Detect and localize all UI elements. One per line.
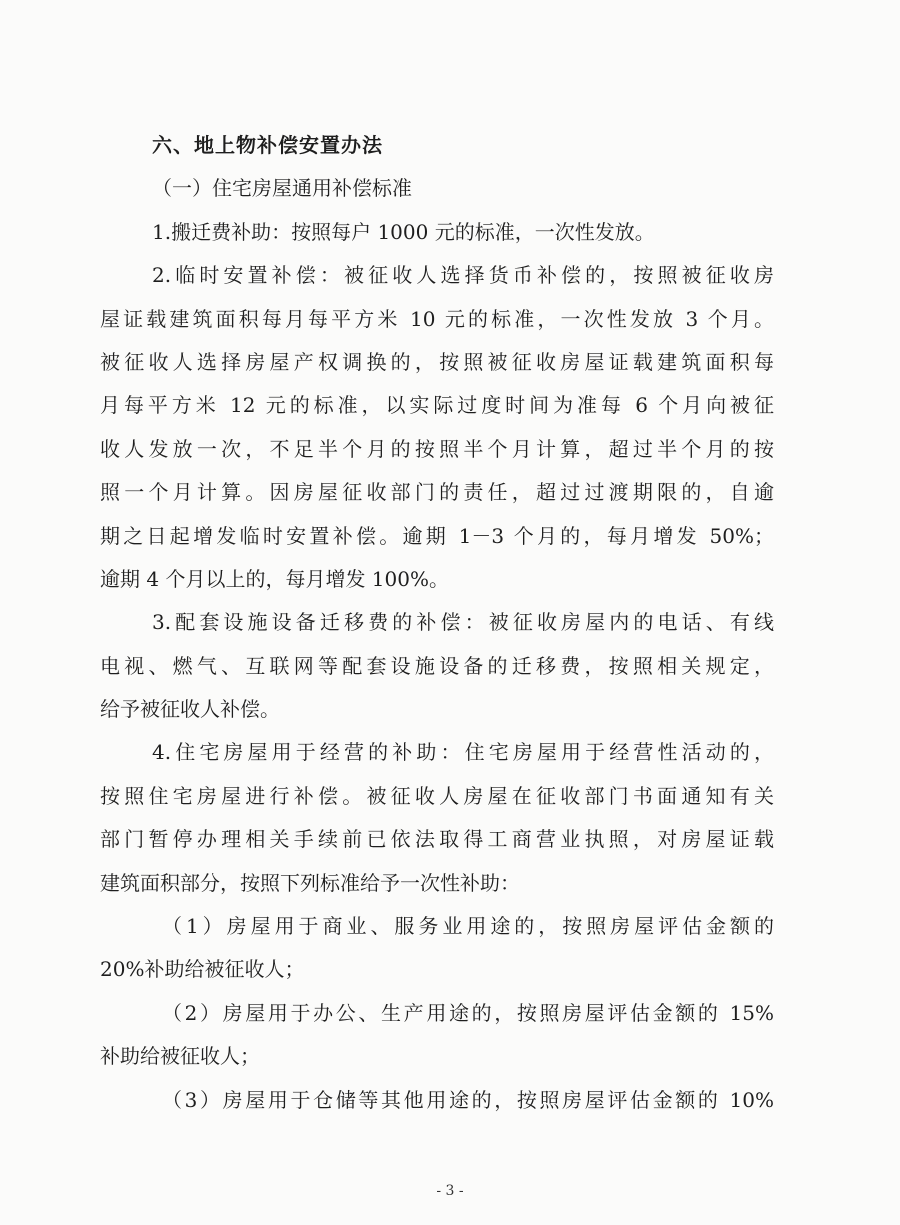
paragraph-line: 电视、燃气、互联网等配套设施设备的迁移费，按照相关规定， (100, 653, 774, 678)
paragraph-line: 4.住宅房屋用于经营的补助：住宅房屋用于经营性活动的， (152, 740, 774, 765)
subsection-heading: （一）住宅房屋通用补偿标准 (152, 176, 412, 201)
paragraph-line: 被征收人选择房屋产权调换的，按照被征收房屋证载建筑面积每 (100, 349, 774, 374)
paragraph-line: 2.临时安置补偿：被征收人选择货币补偿的，按照被征收房 (152, 263, 774, 288)
paragraph-line: 部门暂停办理相关手续前已依法取得工商营业执照，对房屋证载 (100, 827, 774, 852)
paragraph-line: 按照住宅房屋进行补偿。被征收人房屋在征收部门书面通知有关 (100, 783, 774, 808)
section-heading: 六、地上物补偿安置办法 (152, 133, 383, 157)
page-number: - 3 - (436, 1183, 464, 1199)
paragraph-line: 照一个月计算。因房屋征收部门的责任，超过过渡期限的，自逾 (100, 480, 774, 505)
list-item-line: （3）房屋用于仓储等其他用途的，按照房屋评估金额的 10% (162, 1087, 774, 1112)
document-body (100, 124, 774, 1122)
list-item-line: 补助给被征收人； (100, 1044, 260, 1069)
paragraph-line: 给予被征收人补偿。 (100, 697, 280, 722)
paragraph-line: 期之日起增发临时安置补偿。逾期 1－3 个月的，每月增发 50%； (100, 523, 774, 548)
list-item-line: （1）房屋用于商业、服务业用途的，按照房屋评估金额的 (162, 914, 774, 939)
paragraph-line: 逾期 4 个月以上的，每月增发 100%。 (100, 566, 449, 591)
paragraph-line: 1.搬迁费补助：按照每户 1000 元的标准，一次性发放。 (152, 219, 655, 244)
paragraph-line: 建筑面积部分，按照下列标准给予一次性补助： (100, 870, 520, 895)
list-item-line: （2）房屋用于办公、生产用途的，按照房屋评估金额的 15% (162, 1000, 774, 1025)
list-item-line: 20%补助给被征收人； (100, 957, 305, 982)
paragraph-line: 3.配套设施设备迁移费的补偿：被征收房屋内的电话、有线 (152, 610, 774, 635)
paragraph-line: 屋证载建筑面积每月每平方米 10 元的标准，一次性发放 3 个月。 (100, 306, 774, 331)
paragraph-line: 收人发放一次，不足半个月的按照半个月计算，超过半个月的按 (100, 436, 774, 461)
paragraph-line: 月每平方米 12 元的标准，以实际过度时间为准每 6 个月向被征 (100, 393, 774, 418)
